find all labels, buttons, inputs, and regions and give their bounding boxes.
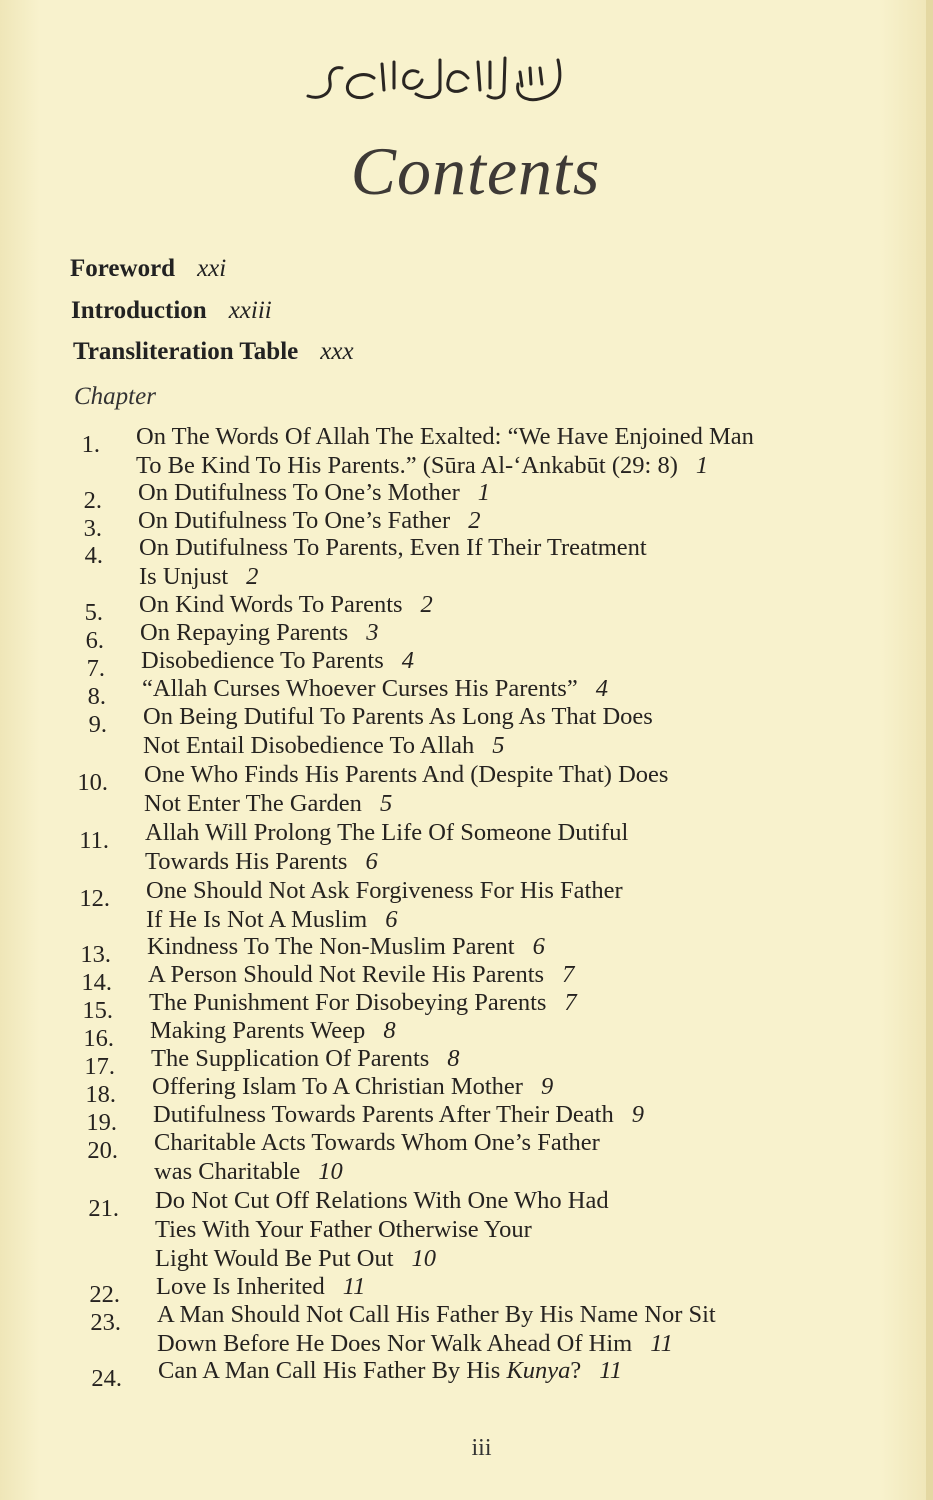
chapter-page: 10 (411, 1245, 437, 1272)
chapter-title-line (138, 506, 480, 535)
chapter-number: 3. (83, 515, 102, 542)
chapter-page: 1 (477, 479, 491, 506)
chapter-page: 8 (447, 1045, 460, 1072)
front-matter-page: xxi (197, 255, 227, 282)
chapter-page: 2 (420, 591, 433, 618)
chapter-page: 10 (318, 1158, 343, 1185)
chapter-page: 4 (401, 647, 415, 674)
chapter-title-line (139, 590, 433, 619)
chapter-page: 5 (492, 732, 505, 759)
chapter-title-line (156, 1272, 365, 1301)
chapter-number: 12. (79, 885, 110, 912)
chapter-title-text: If He Is Not A Muslim (146, 906, 368, 933)
chapter-page: 6 (385, 906, 398, 933)
chapter-number: 15. (82, 997, 113, 1024)
chapter-title-line (148, 960, 574, 989)
page-edge (926, 0, 933, 1500)
chapter-title-text: On Kind Words To Parents (139, 591, 403, 618)
chapter-title-part: Can A Man Call His Father By His (158, 1357, 507, 1384)
chapter-number: 4. (84, 542, 103, 569)
chapter-page: 7 (562, 961, 575, 988)
chapter-page: 5 (379, 790, 393, 817)
chapter-title-line (142, 674, 608, 703)
chapter-title-text: On Dutifulness To Parents, Even If Their Treatment (139, 534, 647, 561)
chapter-title-line (155, 1244, 609, 1273)
chapter-page: 4 (595, 675, 608, 702)
chapter-title-line (145, 847, 628, 876)
chapter-number: 18. (85, 1081, 116, 1108)
chapter-number: 16. (83, 1025, 114, 1052)
chapter-number: 10. (77, 769, 108, 796)
chapter-title-text: On Dutifulness To One’s Mother (138, 479, 460, 506)
chapter-title-text: The Punishment For Disobeying Parents (149, 989, 547, 1016)
chapter-title-text: Do Not Cut Off Relations With One Who Had (155, 1187, 609, 1214)
chapter-title-line (140, 618, 378, 647)
page-title: Contents (350, 133, 601, 209)
chapter-title-text: Is Unjust (139, 563, 229, 590)
chapter-page: 3 (366, 619, 379, 646)
chapter-title-line (146, 905, 623, 934)
chapter-number: 24. (91, 1365, 122, 1392)
front-matter-introduction (71, 297, 272, 325)
chapter-number: 19. (86, 1109, 117, 1136)
chapter-title-text: Love Is Inherited (156, 1273, 325, 1300)
chapter-title-line (152, 1072, 553, 1101)
chapter-title-text: Making Parents Weep (150, 1017, 366, 1044)
chapter-title-line (157, 1300, 716, 1329)
chapter-title-line (149, 988, 577, 1017)
chapter-title-line (138, 478, 490, 507)
chapter-title-text: Kindness To The Non-Muslim Parent (147, 933, 515, 960)
chapter-title-line (143, 702, 653, 731)
chapter-title-text: Allah Will Prolong The Life Of Someone Dutiful (145, 819, 629, 846)
front-matter-page: xxiii (228, 297, 272, 324)
chapter-page: 9 (631, 1101, 644, 1128)
chapter-title-part: ? (570, 1357, 582, 1384)
front-matter-page: xxx (320, 338, 354, 365)
chapter-page: 9 (540, 1073, 554, 1100)
chapter-number: 7. (86, 655, 105, 682)
chapter-number: 9. (88, 711, 107, 738)
chapter-page: 6 (365, 848, 378, 875)
chapter-title-line (136, 451, 754, 480)
chapter-number: 2. (83, 487, 102, 514)
chapter-title-line (151, 1044, 460, 1073)
chapter-title-line (147, 932, 545, 961)
chapter-title-text: Light Would Be Put Out (155, 1245, 394, 1272)
chapter-title-line (157, 1329, 716, 1358)
chapter-page: 7 (564, 989, 577, 1016)
chapter-title-text: Not Enter The Garden (144, 790, 362, 817)
chapter-title-line (143, 731, 653, 760)
chapter-title-line (150, 1016, 396, 1045)
chapter-title-line (154, 1128, 600, 1157)
chapter-title-line (146, 876, 623, 905)
chapter-page: 2 (246, 563, 259, 590)
chapter-title-text: On Repaying Parents (140, 619, 349, 646)
chapter-title-line (154, 1157, 600, 1186)
chapter-title-text: Ties With Your Father Otherwise Your (155, 1216, 532, 1243)
chapter-title-line (145, 818, 628, 847)
chapter-number: 20. (87, 1137, 118, 1164)
chapter-title-text: was Charitable (154, 1158, 301, 1185)
chapter-number: 13. (80, 941, 111, 968)
chapter-title-text: A Man Should Not Call His Father By His Name Nor Sit (157, 1301, 716, 1328)
chapter-title-text: Offering Islam To A Christian Mother (152, 1073, 523, 1100)
chapter-title-line (136, 422, 754, 451)
chapter-page: 11 (599, 1357, 622, 1384)
chapter-page: 11 (650, 1330, 673, 1357)
chapter-page: 8 (383, 1017, 396, 1044)
chapter-title-text: On The Words Of Allah The Exalted: “We Have Enjoined Man (136, 423, 754, 450)
bismillah-calligraphy (290, 38, 590, 108)
chapter-title-text: A Person Should Not Revile His Parents (148, 961, 545, 988)
page-number: iii (471, 1435, 492, 1461)
chapter-title-text: One Should Not Ask Forgiveness For His Father (146, 877, 623, 904)
chapter-title-line (158, 1356, 622, 1385)
chapter-number: 22. (89, 1281, 120, 1308)
chapter-title-text: On Dutifulness To One’s Father (138, 507, 451, 534)
chapter-title-italic: Kunya (506, 1357, 571, 1384)
chapter-title-text: Not Entail Disobedience To Allah (143, 732, 475, 759)
chapter-number: 11. (79, 827, 109, 854)
chapter-number: 8. (87, 683, 106, 710)
front-matter-label: Transliteration Table (73, 338, 299, 365)
chapter-title-line (139, 533, 647, 562)
chapter-title-line (144, 760, 668, 789)
front-matter-transliteration (73, 338, 354, 366)
chapter-page: 1 (695, 452, 709, 479)
chapter-page: 2 (468, 507, 481, 534)
front-matter-label: Foreword (70, 255, 176, 282)
chapter-title-text: Charitable Acts Towards Whom One’s Father (154, 1129, 600, 1156)
chapter-number: 17. (84, 1053, 115, 1080)
chapter-page: 11 (342, 1273, 366, 1300)
chapter-number: 6. (85, 627, 104, 654)
chapter-title-text: Towards His Parents (145, 848, 348, 875)
chapter-title-text: To Be Kind To His Parents.” (Sūra Al-‘Ankabūt (29: 8) (136, 452, 678, 479)
chapter-heading: Chapter (74, 383, 156, 410)
chapter-title-text: Down Before He Does Nor Walk Ahead Of Him (157, 1330, 633, 1357)
chapter-title-text: One Who Finds His Parents And (Despite That) Does (144, 761, 669, 788)
chapter-title-text: The Supplication Of Parents (151, 1045, 430, 1072)
chapter-title-text: Dutifulness Towards Parents After Their Death (153, 1101, 614, 1128)
chapter-title-text: “Allah Curses Whoever Curses His Parents” (142, 675, 578, 702)
chapter-number: 14. (81, 969, 112, 996)
front-matter-foreword (70, 255, 226, 283)
chapter-title-line (139, 562, 647, 591)
chapter-title-text: Disobedience To Parents (141, 647, 384, 674)
chapter-number: 1. (81, 431, 100, 458)
chapter-number: 21. (88, 1195, 119, 1222)
chapter-title-text: On Being Dutiful To Parents As Long As That Does (143, 703, 653, 730)
chapter-number: 23. (90, 1309, 121, 1336)
chapter-number: 5. (84, 599, 103, 626)
chapter-title-line (153, 1100, 644, 1129)
chapter-title-line (144, 789, 668, 818)
chapter-title-line (141, 646, 414, 675)
chapter-title-line (155, 1215, 609, 1244)
front-matter-label: Introduction (71, 297, 207, 324)
chapter-page: 6 (532, 933, 545, 960)
chapter-title-line (155, 1186, 609, 1215)
